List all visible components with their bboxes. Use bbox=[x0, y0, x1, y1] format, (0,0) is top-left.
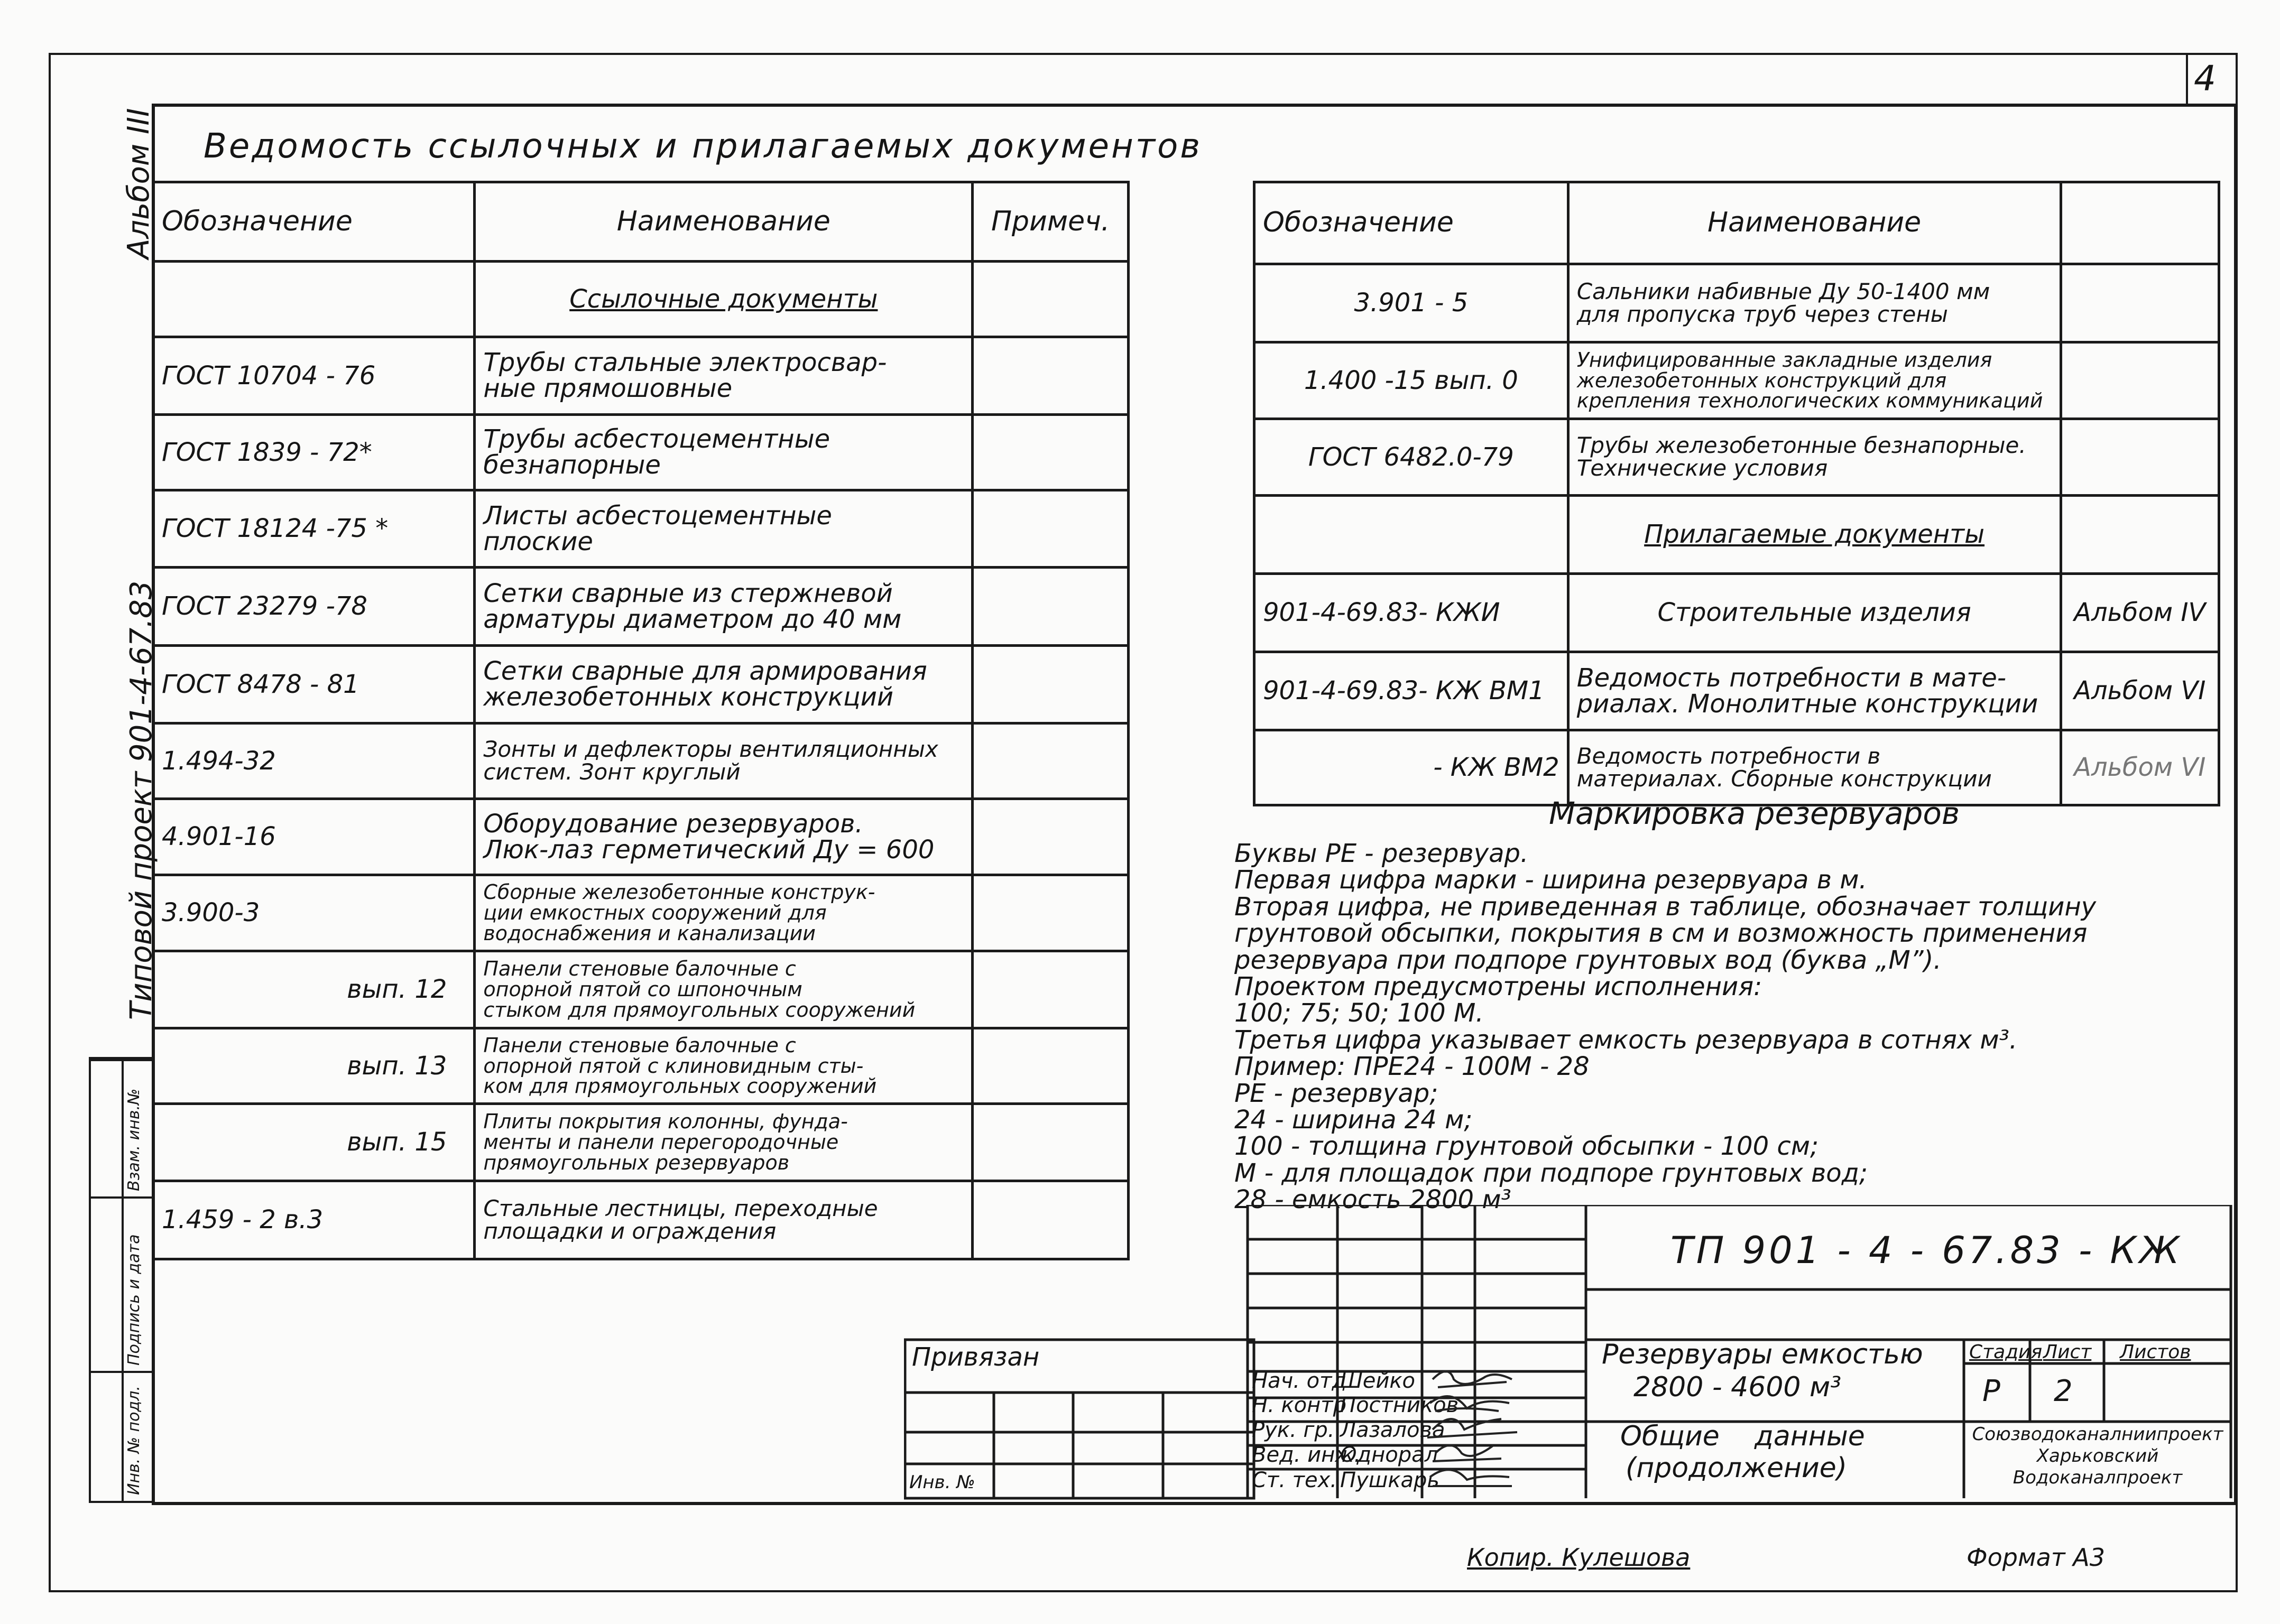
name-pushkar: Пушкарь bbox=[1340, 1468, 1439, 1492]
role-group-lead: Рук. гр. bbox=[1252, 1418, 1335, 1442]
left-documents-table bbox=[152, 181, 1130, 1260]
stamp-label-inv: Инв. № подл. bbox=[125, 1386, 143, 1495]
table-row: ГОСТ 18124 -75 * Листы асбестоцементные плоские bbox=[153, 490, 1129, 568]
marking-line: Вторая цифра, не приведенная в таблице, обозначает толщину bbox=[1234, 892, 2097, 922]
sheet-number: 4 bbox=[2194, 58, 2216, 99]
stamp-label-replace: Взам. инв.№ bbox=[125, 1088, 143, 1191]
album-label: Альбом III bbox=[122, 108, 156, 259]
marking-line: Первая цифра марки - ширина резервуара в м. bbox=[1234, 865, 1867, 895]
marking-line: резервуара при подпоре грунтовых вод (буква „М”). bbox=[1234, 945, 1942, 975]
role-lead-engineer: Вед. инж. bbox=[1252, 1443, 1361, 1467]
name-sheyko: Шейко bbox=[1340, 1369, 1416, 1393]
table-row: ГОСТ 6482.0-79 Трубы железобетонные безнапорные. Технические условия bbox=[1254, 419, 2219, 496]
col-sheet: Лист bbox=[2043, 1341, 2092, 1363]
marking-line: 28 - емкость 2800 м³ bbox=[1234, 1185, 1511, 1215]
role-norm-control: Н. контр bbox=[1252, 1393, 1346, 1417]
table-row: ГОСТ 1839 - 72* Трубы асбестоцементные безнапорные bbox=[153, 415, 1129, 490]
privyazan-label: Привязан bbox=[912, 1342, 1040, 1372]
marking-title: Маркировка резервуаров bbox=[1549, 795, 1960, 831]
role-senior-tech: Ст. тех. bbox=[1252, 1468, 1337, 1492]
table-row: 1.494-32 Зонты и дефлекторы вентиляционных систем. Зонт круглый bbox=[153, 723, 1129, 799]
table-row: 4.901-16 Оборудование резервуаров. Люк-лаз герметический Ду = 600 bbox=[153, 799, 1129, 875]
org-line-2: Харьковский bbox=[2036, 1445, 2159, 1467]
sheet-title-2: (продолжение) bbox=[1626, 1452, 1848, 1484]
project-label: Типовой проект 901-4-67.83 bbox=[124, 580, 159, 1020]
table-row: ГОСТ 8478 - 81 Сетки сварные для армирования железобетонных конструкций bbox=[153, 646, 1129, 723]
marking-line: Проектом предусмотрены исполнения: bbox=[1234, 971, 1762, 1001]
sheet-title-1: Общие данные bbox=[1620, 1421, 1865, 1452]
table-row: 3.900-3 Сборные железобетонные конструк- ции емкостных сооружений для водоснабжения и канализации bbox=[153, 875, 1129, 951]
sheet-value: 2 bbox=[2054, 1374, 2073, 1408]
right-col-header-name: Наименование bbox=[1568, 182, 2061, 264]
marking-line: Буквы РЕ - резервуар. bbox=[1234, 839, 1529, 868]
section-referenced: Ссылочные документы bbox=[569, 284, 878, 314]
col-header-code: Обозначение bbox=[153, 182, 475, 262]
margin-stamp-strip bbox=[89, 1057, 155, 1503]
marking-line: 100 - толщина грунтовой обсыпки - 100 см; bbox=[1234, 1131, 1819, 1162]
paper-format: Формат А3 bbox=[1967, 1543, 2105, 1572]
marking-body bbox=[1234, 840, 2212, 1213]
table-row: - КЖ ВМ2 Ведомость потребности в материалах. Сборные конструкции Альбом VI bbox=[1254, 730, 2219, 805]
right-col-header-code: Обозначение bbox=[1254, 182, 1568, 264]
table-row: ГОСТ 10704 - 76 Трубы стальные электросвар- ные прямошовные bbox=[153, 337, 1129, 415]
right-documents-table bbox=[1253, 181, 2220, 806]
table-row: 1.459 - 2 в.3 Стальные лестницы, переходные площадки и ограждения bbox=[153, 1181, 1129, 1259]
table-row: 1.400 -15 вып. 0 Унифицированные закладные изделия железобетонных конструкций для крепления технологических коммуникаций bbox=[1254, 342, 2219, 419]
table-row: вып. 15 Плиты покрытия колонны, фунда- менты и панели перегородочные прямоугольных резервуаров bbox=[153, 1104, 1129, 1181]
org-line-3: Водоканалпроект bbox=[2013, 1467, 2183, 1488]
document-title: Ведомость ссылочных и прилагаемых документов bbox=[204, 127, 1202, 166]
object-line-2: 2800 - 4600 м³ bbox=[1633, 1371, 1842, 1403]
inv-label: Инв. № bbox=[909, 1472, 975, 1493]
organization bbox=[1965, 1424, 2230, 1488]
copied-by: Копир. Кулешова bbox=[1467, 1543, 1691, 1572]
marking-line: 24 - ширина 24 м; bbox=[1234, 1105, 1473, 1135]
col-header-name: Наименование bbox=[475, 182, 973, 262]
role-head-dept: Нач. отд bbox=[1252, 1369, 1347, 1393]
signatures bbox=[1422, 1363, 1549, 1496]
marking-line: 100; 75; 50; 100 М. bbox=[1234, 998, 1484, 1028]
marking-line: Третья цифра указывает емкость резервуара в сотнях м³. bbox=[1234, 1025, 2018, 1055]
table-row: ГОСТ 23279 -78 Сетки сварные из стержневой арматуры диаметром до 40 мм bbox=[153, 568, 1129, 646]
marking-line: Пример: ПРЕ24 - 100М - 28 bbox=[1234, 1052, 1590, 1082]
marking-line: РЕ - резервуар; bbox=[1234, 1078, 1438, 1108]
col-stage: Стадия bbox=[1969, 1341, 2043, 1363]
stamp-label-sign: Подпись и дата bbox=[125, 1234, 143, 1366]
object-line-1: Резервуары емкостью bbox=[1602, 1339, 1923, 1370]
table-row: вып. 13 Панели стеновые балочные с опорной пятой с клиновидным сты- ком для прямоугольных сооружений bbox=[153, 1028, 1129, 1104]
marking-line: М - для площадок при подпоре грунтовых вод; bbox=[1234, 1158, 1868, 1188]
name-lazalova: Лазалова bbox=[1340, 1418, 1445, 1442]
right-col-header-note bbox=[2061, 182, 2219, 264]
table-row: 901-4-69.83- КЖИ Строительные изделия Альбом IV bbox=[1254, 574, 2219, 652]
org-line-1: Союзводоканалниипроект bbox=[1972, 1424, 2223, 1445]
name-postnikov: Постников bbox=[1340, 1393, 1459, 1417]
table-row: вып. 12 Панели стеновые балочные с опорной пятой со шпоночным стыком для прямоугольных сооружений bbox=[153, 951, 1129, 1028]
col-sheets: Листов bbox=[2120, 1341, 2191, 1363]
name-odnoral: Однорал bbox=[1340, 1443, 1438, 1467]
drawing-code: ТП 901 - 4 - 67.83 - КЖ bbox=[1670, 1229, 2183, 1272]
section-attached: Прилагаемые документы bbox=[1644, 519, 1985, 550]
stage-value: Р bbox=[1982, 1374, 2000, 1408]
marking-line: грунтовой обсыпки, покрытия в см и возможность применения bbox=[1234, 918, 2088, 949]
table-row: 3.901 - 5 Сальники набивные Ду 50-1400 мм для пропуска труб через стены bbox=[1254, 264, 2219, 342]
table-row: 901-4-69.83- КЖ ВМ1 Ведомость потребности в мате- риалах. Монолитные конструкции Альбом VI bbox=[1254, 652, 2219, 730]
col-header-note: Примеч. bbox=[973, 182, 1129, 262]
